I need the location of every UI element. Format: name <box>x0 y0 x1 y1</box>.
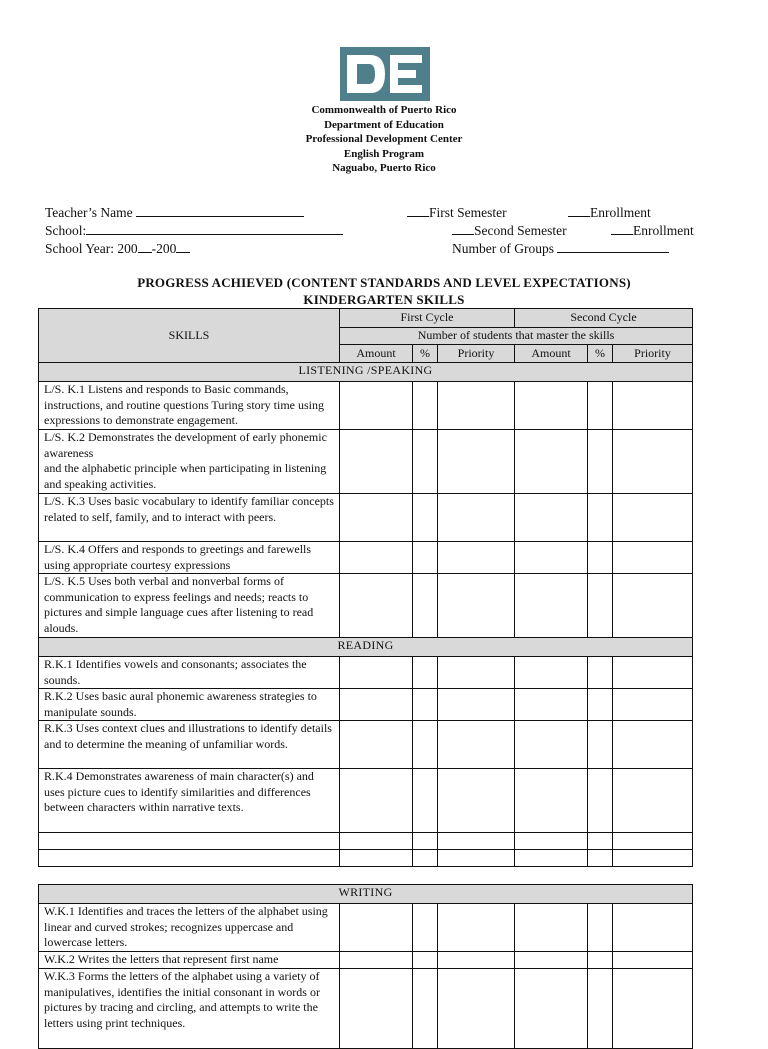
cell-priority-2[interactable] <box>613 430 693 494</box>
table-row <box>39 721 693 769</box>
cell-priority-1[interactable] <box>438 382 515 430</box>
school-label: School: <box>45 223 87 238</box>
cell-priority-2[interactable] <box>613 542 693 574</box>
cell-priority-1[interactable] <box>438 969 515 1049</box>
table-row <box>39 904 693 952</box>
cell-amount-1[interactable] <box>340 721 413 769</box>
cell-priority-2[interactable] <box>613 833 693 850</box>
cell-priority-1[interactable] <box>438 689 515 721</box>
cell-percent-2[interactable] <box>588 721 613 769</box>
table-row <box>39 969 693 1049</box>
first-semester-label: First Semester <box>429 205 507 220</box>
skill-text: L/S. K.3 Uses basic vocabulary to identify familiar concepts related to self, family, and to interact with peers. <box>39 494 340 542</box>
gap-cell <box>39 867 693 885</box>
cell-amount-2[interactable] <box>515 542 588 574</box>
cell-priority-2[interactable] <box>613 382 693 430</box>
skills-header: SKILLS <box>39 309 340 363</box>
cell-priority-1[interactable] <box>438 833 515 850</box>
cell-priority-1[interactable] <box>438 952 515 969</box>
number-of-groups-line[interactable] <box>557 240 669 253</box>
section-row-writing <box>39 885 693 904</box>
percent-header: % <box>413 345 438 363</box>
cell-amount-2[interactable] <box>515 952 588 969</box>
second-cycle-header: Second Cycle <box>515 309 693 328</box>
cell-percent-1[interactable] <box>413 542 438 574</box>
enrollment-line-2[interactable] <box>611 222 633 235</box>
skill-text: L/S. K.4 Offers and responds to greetings and farewells using appropriate courtesy expressions <box>39 542 340 574</box>
cell-percent-1[interactable] <box>413 904 438 952</box>
table-row <box>39 542 693 574</box>
cell-priority-2[interactable] <box>613 850 693 867</box>
cell-amount-1[interactable] <box>340 574 413 638</box>
cell-amount-1[interactable] <box>340 689 413 721</box>
cell-percent-1[interactable] <box>413 382 438 430</box>
table-row <box>39 574 693 638</box>
table-row <box>39 689 693 721</box>
cell-amount-2[interactable] <box>515 657 588 689</box>
cell-priority-2[interactable] <box>613 689 693 721</box>
cell-percent-2[interactable] <box>588 542 613 574</box>
cell-percent-2[interactable] <box>588 850 613 867</box>
empty-skill-cell[interactable] <box>39 833 340 850</box>
cell-percent-1[interactable] <box>413 969 438 1049</box>
skill-text <box>39 430 340 494</box>
skill-text: R.K.4 Demonstrates awareness of main character(s) and uses picture cues to identify similarities and differences between characters within narrative texts. <box>39 769 340 833</box>
table-row-gap <box>39 867 693 885</box>
cell-amount-1[interactable] <box>340 833 413 850</box>
cell-priority-2[interactable] <box>613 952 693 969</box>
section-row-reading <box>39 638 693 657</box>
cell-priority-2[interactable] <box>613 657 693 689</box>
cell-percent-1[interactable] <box>413 769 438 833</box>
second-semester-field[interactable] <box>452 222 567 240</box>
cell-priority-1[interactable] <box>438 721 515 769</box>
school-year-field[interactable] <box>45 240 190 258</box>
skill-text: L/S. K.1 Listens and responds to Basic commands, instructions, and routine questions Turing story time using expressions to demonstrate engagement. <box>39 382 340 430</box>
table-row <box>39 382 693 430</box>
cell-amount-1[interactable] <box>340 494 413 542</box>
cell-priority-2[interactable] <box>613 721 693 769</box>
table-row-empty <box>39 850 693 867</box>
teacher-name-line[interactable] <box>136 204 304 217</box>
cell-amount-1[interactable] <box>340 904 413 952</box>
number-of-groups-field[interactable] <box>452 240 669 258</box>
cell-amount-1[interactable] <box>340 382 413 430</box>
cell-priority-1[interactable] <box>438 657 515 689</box>
first-semester-field[interactable] <box>407 204 507 222</box>
cell-amount-1[interactable] <box>340 850 413 867</box>
school-field[interactable] <box>45 222 343 240</box>
master-skills-header: Number of students that master the skills <box>340 328 693 345</box>
table-row <box>39 769 693 833</box>
header-line: Professional Development Center <box>305 133 463 145</box>
cell-priority-1[interactable] <box>438 494 515 542</box>
amount-header: Amount <box>340 345 413 363</box>
section-label: WRITING <box>39 885 693 904</box>
cell-percent-2[interactable] <box>588 952 613 969</box>
table-row <box>39 657 693 689</box>
first-cycle-header: First Cycle <box>340 309 515 328</box>
cell-amount-2[interactable] <box>515 382 588 430</box>
cell-amount-2[interactable] <box>515 430 588 494</box>
cell-priority-1[interactable] <box>438 430 515 494</box>
skill-text: W.K.3 Forms the letters of the alphabet using a variety of manipulatives, identifies the initial consonant in words or pictures by tracing and circling, and attempts to write the letters using print techniques. <box>39 969 340 1049</box>
cell-percent-2[interactable] <box>588 574 613 638</box>
teacher-name-label: Teacher’s Name <box>45 205 133 220</box>
cell-amount-2[interactable] <box>515 833 588 850</box>
cell-amount-1[interactable] <box>340 657 413 689</box>
cell-percent-2[interactable] <box>588 833 613 850</box>
title-line-2: KINDERGARTEN SKILLS <box>303 292 465 307</box>
cell-priority-1[interactable] <box>438 850 515 867</box>
cell-amount-1[interactable] <box>340 769 413 833</box>
cell-amount-2[interactable] <box>515 769 588 833</box>
cell-percent-2[interactable] <box>588 657 613 689</box>
section-label: READING <box>39 638 693 657</box>
header-line: Commonwealth of Puerto Rico <box>311 104 457 116</box>
cell-amount-2[interactable] <box>515 494 588 542</box>
header-line: Naguabo, Puerto Rico <box>332 162 436 174</box>
second-semester-line[interactable] <box>452 222 474 235</box>
cell-amount-2[interactable] <box>515 969 588 1049</box>
cell-amount-2[interactable] <box>515 574 588 638</box>
enrollment-field-1[interactable] <box>568 204 651 222</box>
cell-priority-2[interactable] <box>613 494 693 542</box>
cell-percent-2[interactable] <box>588 904 613 952</box>
cell-priority-1[interactable] <box>438 769 515 833</box>
skill-text: R.K.1 Identifies vowels and consonants; associates the sounds. <box>39 657 340 689</box>
cell-amount-1[interactable] <box>340 430 413 494</box>
skill-text: R.K.3 Uses context clues and illustrations to identify details and to determine the meaning of unfamiliar words. <box>39 721 340 769</box>
cell-percent-1[interactable] <box>413 952 438 969</box>
school-year-end-line[interactable] <box>176 240 190 253</box>
cell-percent-1[interactable] <box>413 833 438 850</box>
table-header-row <box>39 309 693 328</box>
cell-percent-1[interactable] <box>413 494 438 542</box>
cell-priority-1[interactable] <box>438 574 515 638</box>
cell-percent-1[interactable] <box>413 657 438 689</box>
skill-text: W.K.2 Writes the letters that represent first name <box>39 952 340 969</box>
cell-amount-2[interactable] <box>515 904 588 952</box>
cell-percent-2[interactable] <box>588 430 613 494</box>
cell-percent-1[interactable] <box>413 430 438 494</box>
second-semester-label: Second Semester <box>474 223 567 238</box>
title-line-1: PROGRESS ACHIEVED (CONTENT STANDARDS AND LEVEL EXPECTATIONS) <box>137 275 631 290</box>
enrollment-label-1: Enrollment <box>590 205 651 220</box>
cell-amount-2[interactable] <box>515 689 588 721</box>
cell-percent-2[interactable] <box>588 494 613 542</box>
priority-header: Priority <box>438 345 515 363</box>
cell-amount-2[interactable] <box>515 721 588 769</box>
skill-text: L/S. K.5 Uses both verbal and nonverbal forms of communication to express feelings and needs; reacts to pictures and simple language cues after listening to read alouds. <box>39 574 340 638</box>
cell-percent-1[interactable] <box>413 689 438 721</box>
skill-text: W.K.1 Identifies and traces the letters of the alphabet using linear and curved strokes; recognizes uppercase and lowercase letters. <box>39 904 340 952</box>
table-row <box>39 494 693 542</box>
cell-percent-2[interactable] <box>588 969 613 1049</box>
school-year-label: School Year: 200 <box>45 241 138 256</box>
cell-percent-2[interactable] <box>588 769 613 833</box>
table-row-empty <box>39 833 693 850</box>
cell-percent-2[interactable] <box>588 382 613 430</box>
skill-text-content: L/S. K.2 Demonstrates the development of early phonemic awareness and the alphabetic principle when participating in listening and speaking activities. <box>44 430 327 491</box>
cell-priority-1[interactable] <box>438 904 515 952</box>
section-label: LISTENING /SPEAKING <box>39 363 693 382</box>
school-line[interactable] <box>86 222 343 235</box>
cell-percent-1[interactable] <box>413 574 438 638</box>
cell-percent-2[interactable] <box>588 689 613 721</box>
empty-skill-cell[interactable] <box>39 850 340 867</box>
section-row-listening <box>39 363 693 382</box>
cell-amount-2[interactable] <box>515 850 588 867</box>
enrollment-label-2: Enrollment <box>633 223 694 238</box>
skill-text: R.K.2 Uses basic aural phonemic awareness strategies to manipulate sounds. <box>39 689 340 721</box>
cell-priority-2[interactable] <box>613 769 693 833</box>
school-year-mid: -200 <box>151 241 177 256</box>
number-of-groups-label: Number of Groups <box>452 241 554 256</box>
teacher-name-field[interactable] <box>45 204 304 222</box>
school-year-start-line[interactable] <box>138 240 152 253</box>
amount-header: Amount <box>515 345 588 363</box>
cell-priority-2[interactable] <box>613 574 693 638</box>
enrollment-field-2[interactable] <box>611 222 694 240</box>
cell-priority-1[interactable] <box>438 542 515 574</box>
cell-amount-1[interactable] <box>340 542 413 574</box>
department-of-education-logo <box>340 47 430 101</box>
priority-header: Priority <box>613 345 693 363</box>
cell-amount-1[interactable] <box>340 969 413 1049</box>
cell-percent-1[interactable] <box>413 721 438 769</box>
cell-amount-1[interactable] <box>340 952 413 969</box>
first-semester-line[interactable] <box>407 204 429 217</box>
header-lines <box>0 103 768 176</box>
cell-priority-2[interactable] <box>613 904 693 952</box>
table-row <box>39 952 693 969</box>
document-title <box>0 274 768 308</box>
enrollment-line-1[interactable] <box>568 204 590 217</box>
skills-progress-table <box>38 308 693 1049</box>
header-line: English Program <box>343 147 425 160</box>
header-line: Department of Education <box>324 118 444 131</box>
table-row <box>39 430 693 494</box>
cell-priority-2[interactable] <box>613 969 693 1049</box>
percent-header: % <box>588 345 613 363</box>
cell-percent-1[interactable] <box>413 850 438 867</box>
